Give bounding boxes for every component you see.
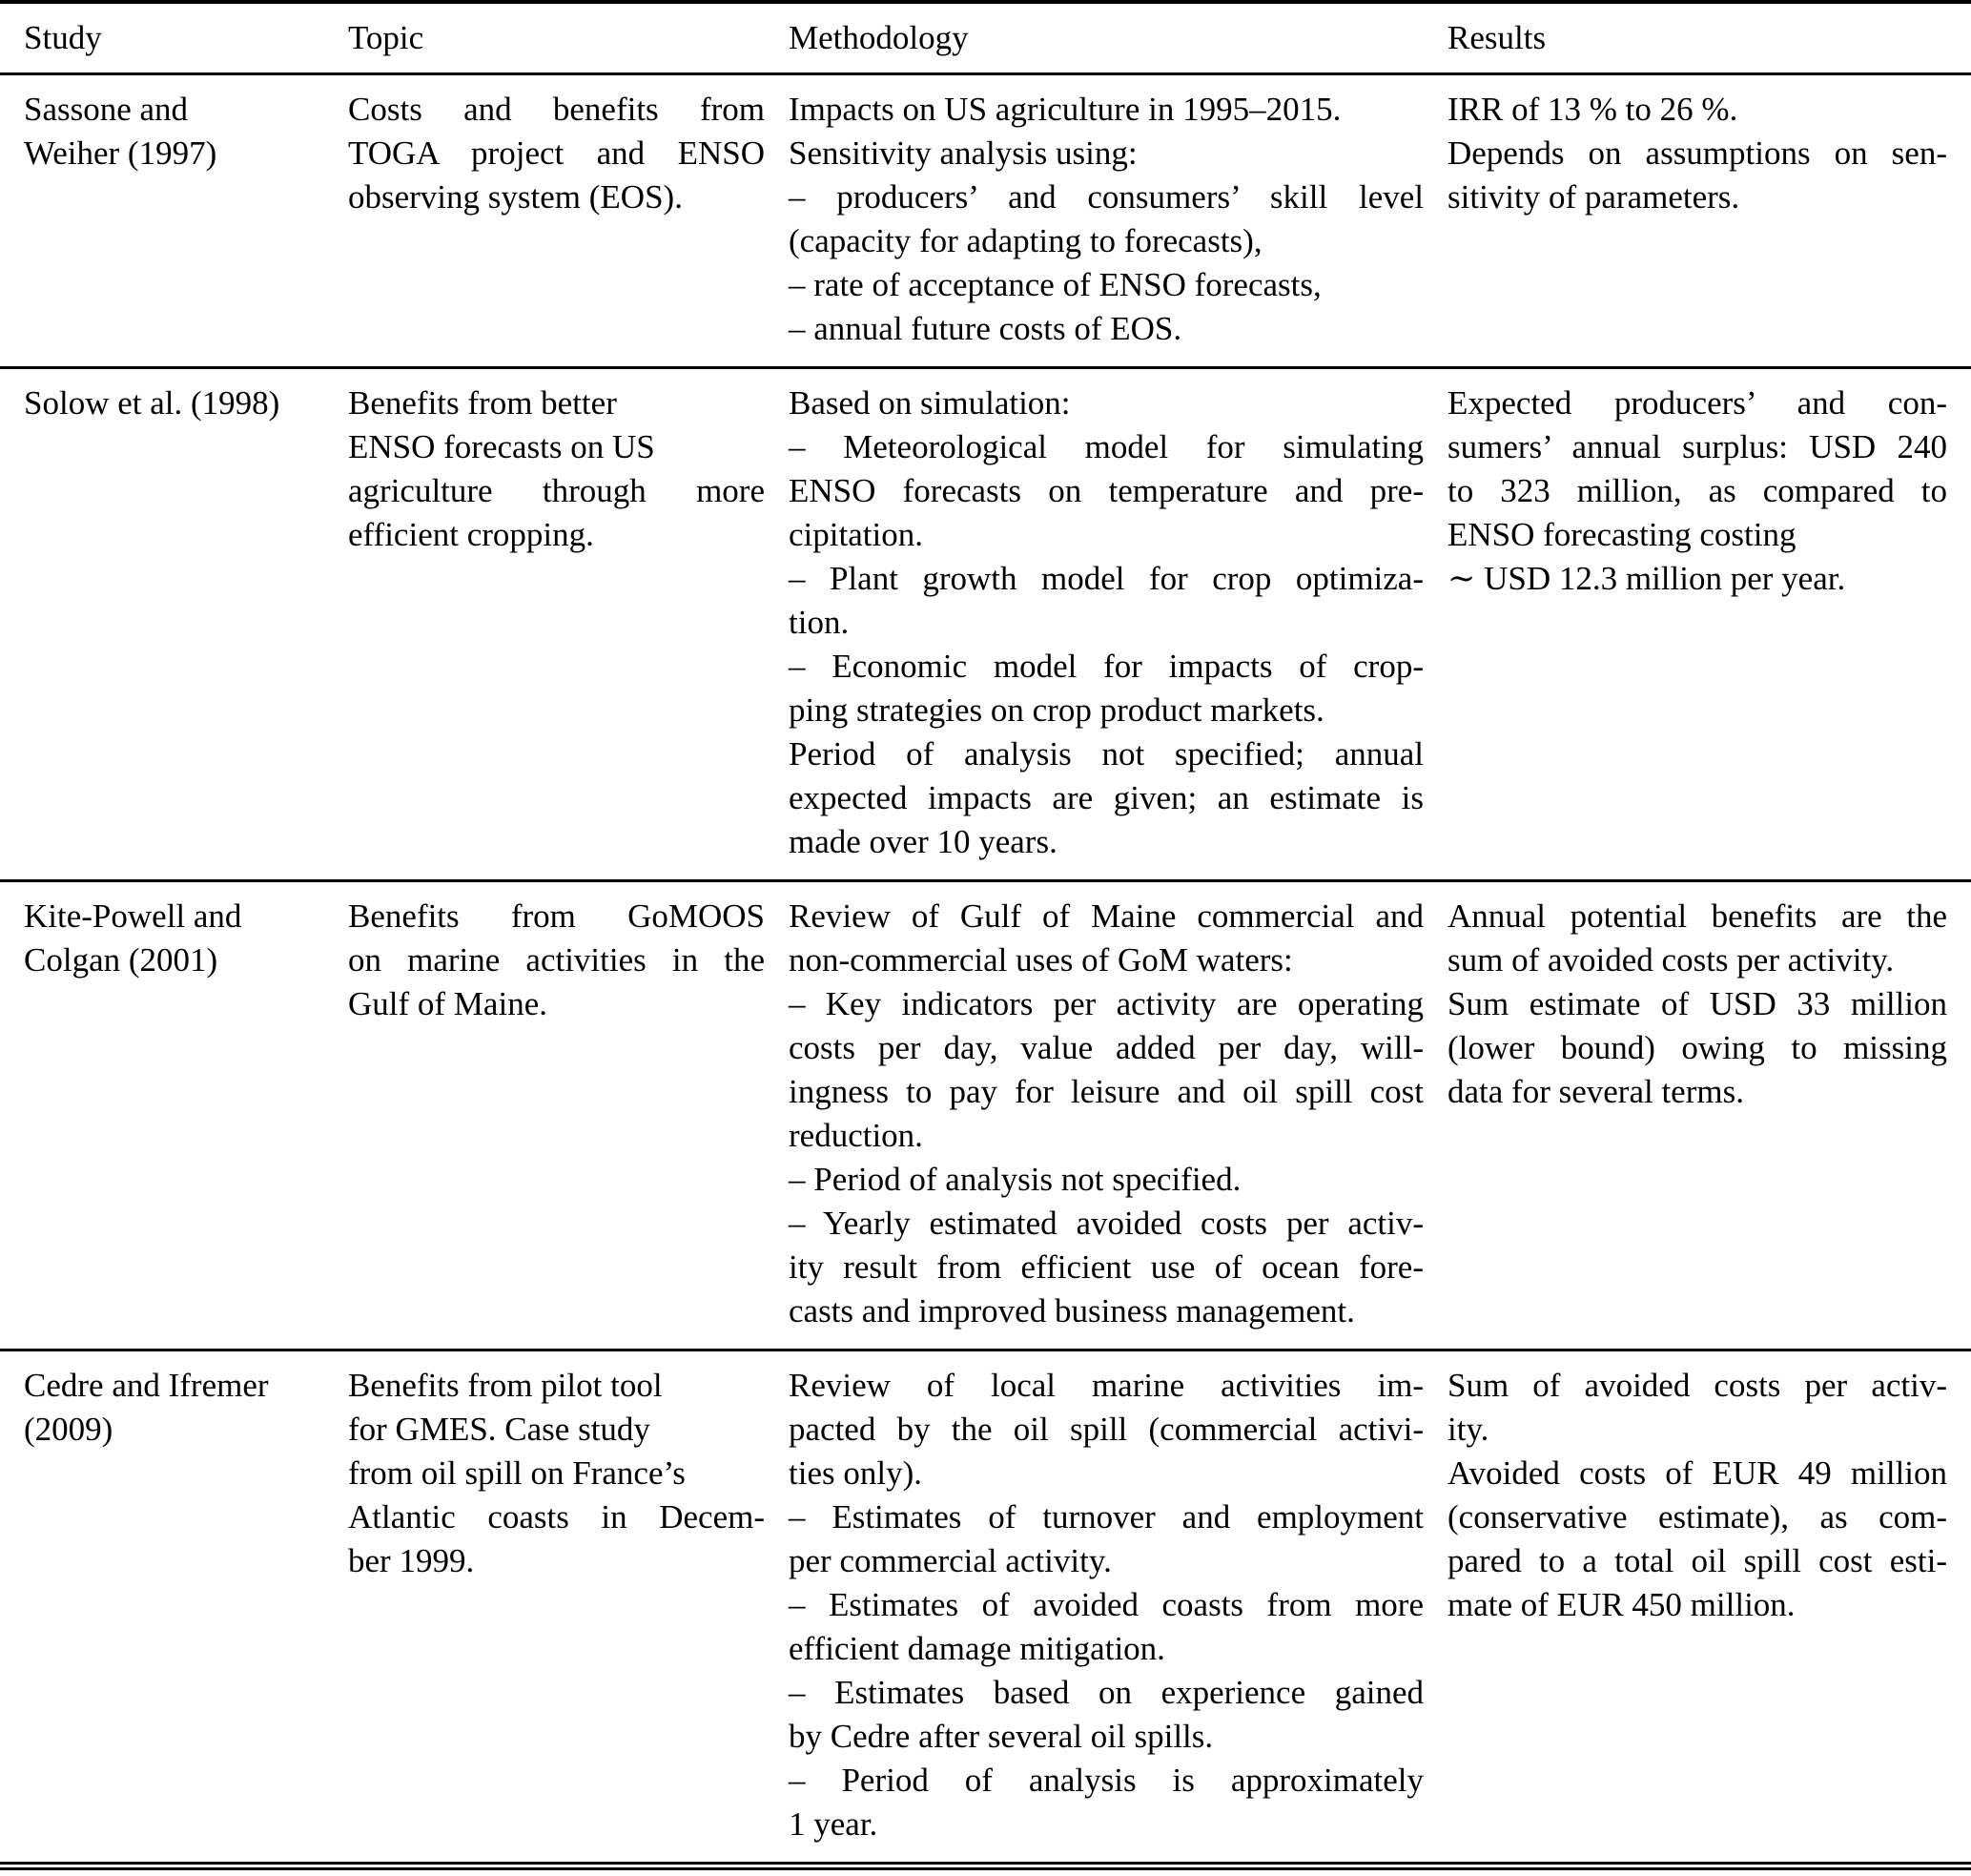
text-line: Sum of avoided costs per activ-	[1447, 1367, 1947, 1404]
text-line: ENSO forecasts on temperature and pre-	[789, 472, 1424, 509]
text-line: Review of Gulf of Maine commercial and	[789, 897, 1424, 935]
paragraph	[789, 1583, 1424, 1671]
cell-study	[0, 368, 348, 881]
cell-study	[0, 1350, 348, 1866]
cell-study	[0, 881, 348, 1350]
paragraph	[348, 1452, 765, 1495]
text-line: ity.	[1447, 1411, 1489, 1448]
paragraph	[789, 132, 1424, 175]
text-line: sumers’ annual surplus: USD 240	[1447, 428, 1947, 465]
text-line: (capacity for adapting to forecasts),	[789, 222, 1263, 259]
col-header-topic: Topic	[348, 2, 789, 74]
cell-study	[0, 74, 348, 368]
paragraph	[789, 1202, 1424, 1333]
text-line: ENSO forecasts on US	[348, 428, 655, 465]
text-line: – producers’ and consumers’ skill level	[789, 178, 1424, 216]
text-line: Sensitivity analysis using:	[789, 134, 1138, 172]
text-line: Avoided costs of EUR 49 million	[1447, 1454, 1947, 1492]
paragraph	[1447, 1452, 1947, 1627]
cell-topic	[348, 74, 789, 368]
text-line: Benefits from pilot tool	[348, 1367, 663, 1404]
paragraph	[348, 381, 765, 425]
col-header-results: Results	[1447, 2, 1971, 74]
table-row	[0, 74, 1971, 368]
paragraph	[24, 895, 324, 938]
paragraph	[789, 982, 1424, 1158]
text-line: reduction.	[789, 1117, 923, 1154]
text-line: Based on simulation:	[789, 384, 1071, 422]
text-line: Benefits from better	[348, 384, 617, 422]
paragraph	[348, 1495, 765, 1583]
text-line: Annual potential benefits are the	[1447, 897, 1947, 935]
paragraph	[348, 1408, 765, 1452]
text-line: Gulf of Maine.	[348, 985, 547, 1022]
text-line: costs per day, value added per day, will-	[789, 1029, 1424, 1066]
paragraph	[24, 88, 324, 132]
paragraph	[789, 425, 1424, 557]
text-line: – Estimates based on experience gained	[789, 1674, 1424, 1711]
cell-topic	[348, 881, 789, 1350]
text-line: ping strategies on crop product markets.	[789, 691, 1324, 729]
paragraph	[1447, 1364, 1947, 1452]
table-header	[0, 2, 1971, 74]
text-line: efficient cropping.	[348, 516, 594, 553]
paragraph	[789, 88, 1424, 132]
paragraph	[789, 732, 1424, 864]
text-line: Colgan (2001)	[24, 941, 218, 979]
cell-methodology	[789, 881, 1447, 1350]
text-line: – Meteorological model for simulating	[789, 428, 1424, 465]
paragraph	[789, 895, 1424, 982]
text-line: ENSO forecasting costing	[1447, 516, 1796, 553]
text-line: from oil spill on France’s	[348, 1454, 686, 1492]
col-header-study: Study	[0, 2, 348, 74]
paragraph	[789, 1158, 1424, 1202]
text-line: tion.	[789, 604, 850, 641]
header-row	[0, 2, 1971, 74]
text-line: Costs and benefits from	[348, 91, 765, 128]
paragraph	[789, 557, 1424, 645]
paragraph	[348, 469, 765, 557]
table-row	[0, 368, 1971, 881]
cell-methodology	[789, 368, 1447, 881]
paragraph	[24, 1364, 324, 1408]
text-line: cipitation.	[789, 516, 923, 553]
text-line: expected impacts are given; an estimate is	[789, 779, 1424, 816]
paragraph	[789, 1759, 1424, 1846]
text-line: Benefits from GoMOOS	[348, 897, 765, 935]
text-line: ingness to pay for leisure and oil spill cost	[789, 1073, 1424, 1110]
text-line: for GMES. Case study	[348, 1411, 650, 1448]
paragraph	[789, 381, 1424, 425]
paragraph	[789, 1364, 1424, 1495]
cell-results	[1447, 1350, 1971, 1866]
text-line: ∼ USD 12.3 million per year.	[1447, 560, 1846, 597]
paragraph	[789, 1671, 1424, 1759]
text-line: – Key indicators per activity are operating	[789, 985, 1424, 1022]
text-line: Sum estimate of USD 33 million	[1447, 985, 1947, 1022]
text-line: non-commercial uses of GoM waters:	[789, 941, 1293, 979]
table-body	[0, 74, 1971, 1866]
cell-results	[1447, 74, 1971, 368]
text-line: mate of EUR 450 million.	[1447, 1586, 1796, 1623]
cell-results	[1447, 881, 1971, 1350]
text-line: pacted by the oil spill (commercial activi-	[789, 1411, 1424, 1448]
text-line: (lower bound) owing to missing	[1447, 1029, 1947, 1066]
text-line: ber 1999.	[348, 1542, 475, 1579]
paragraph	[24, 1408, 324, 1452]
text-line: 1 year.	[789, 1805, 878, 1843]
text-line: IRR of 13 % to 26 %.	[1447, 91, 1738, 128]
text-line: made over 10 years.	[789, 823, 1057, 860]
paragraph	[789, 307, 1424, 351]
cell-topic	[348, 1350, 789, 1866]
text-line: ties only).	[789, 1454, 922, 1492]
paragraph	[348, 425, 765, 469]
cell-topic	[348, 368, 789, 881]
text-line: – Period of analysis not specified.	[789, 1161, 1242, 1198]
text-line: on marine activities in the	[348, 941, 765, 979]
text-line: by Cedre after several oil spills.	[789, 1718, 1214, 1755]
paragraph	[24, 132, 324, 175]
text-line: Weiher (1997)	[24, 134, 217, 172]
text-line: agriculture through more	[348, 472, 765, 509]
text-line: Review of local marine activities im-	[789, 1367, 1424, 1404]
text-line: – Economic model for impacts of crop-	[789, 648, 1424, 685]
paragraph	[348, 88, 765, 219]
text-line: Kite-Powell and	[24, 897, 242, 935]
text-line: Cedre and Ifremer	[24, 1367, 269, 1404]
paragraph	[1447, 381, 1947, 557]
text-line: to 323 million, as compared to	[1447, 472, 1947, 509]
paragraph	[789, 263, 1424, 307]
text-line: – Yearly estimated avoided costs per activ-	[789, 1205, 1424, 1242]
text-line: Depends on assumptions on sen-	[1447, 134, 1947, 172]
text-line: Period of analysis not specified; annual	[789, 735, 1424, 773]
text-line: Solow et al. (1998)	[24, 384, 280, 422]
text-line: casts and improved business management.	[789, 1292, 1355, 1330]
cell-methodology	[789, 1350, 1447, 1866]
text-line: efficient damage mitigation.	[789, 1630, 1165, 1667]
text-line: observing system (EOS).	[348, 178, 683, 216]
text-line: – Plant growth model for crop optimiza-	[789, 560, 1424, 597]
table-row	[0, 881, 1971, 1350]
text-line: – Estimates of avoided coasts from more	[789, 1586, 1424, 1623]
text-line: – annual future costs of EOS.	[789, 310, 1182, 347]
text-line: – Period of analysis is approximately	[789, 1762, 1424, 1799]
text-line: pared to a total oil spill cost esti-	[1447, 1542, 1947, 1579]
paragraph	[789, 175, 1424, 263]
text-line: (2009)	[24, 1411, 113, 1448]
text-line: Atlantic coasts in Decem-	[348, 1498, 765, 1536]
paragraph	[24, 381, 324, 425]
paragraph	[789, 1495, 1424, 1583]
text-line: Impacts on US agriculture in 1995–2015.	[789, 91, 1342, 128]
text-line: (conservative estimate), as com-	[1447, 1498, 1947, 1536]
text-line: Sassone and	[24, 91, 189, 128]
text-line: sum of avoided costs per activity.	[1447, 941, 1895, 979]
text-line: – rate of acceptance of ENSO forecasts,	[789, 266, 1322, 303]
paragraph	[1447, 895, 1947, 982]
paragraph	[789, 645, 1424, 732]
text-line: – Estimates of turnover and employment	[789, 1498, 1424, 1536]
col-header-methodology: Methodology	[789, 2, 1447, 74]
paragraph	[348, 895, 765, 1026]
text-line: per commercial activity.	[789, 1542, 1112, 1579]
text-line: sitivity of parameters.	[1447, 178, 1740, 216]
cell-results	[1447, 368, 1971, 881]
text-line: ity result from efficient use of ocean fore-	[789, 1248, 1424, 1286]
table-row	[0, 1350, 1971, 1866]
paragraph	[1447, 557, 1947, 601]
paragraph	[1447, 982, 1947, 1114]
paragraph	[24, 938, 324, 982]
paragraph	[348, 1364, 765, 1408]
cell-methodology	[789, 74, 1447, 368]
text-line: Expected producers’ and con-	[1447, 384, 1947, 422]
paragraph	[1447, 132, 1947, 219]
paragraph	[1447, 88, 1947, 132]
text-line: TOGA project and ENSO	[348, 134, 765, 172]
text-line: data for several terms.	[1447, 1073, 1744, 1110]
